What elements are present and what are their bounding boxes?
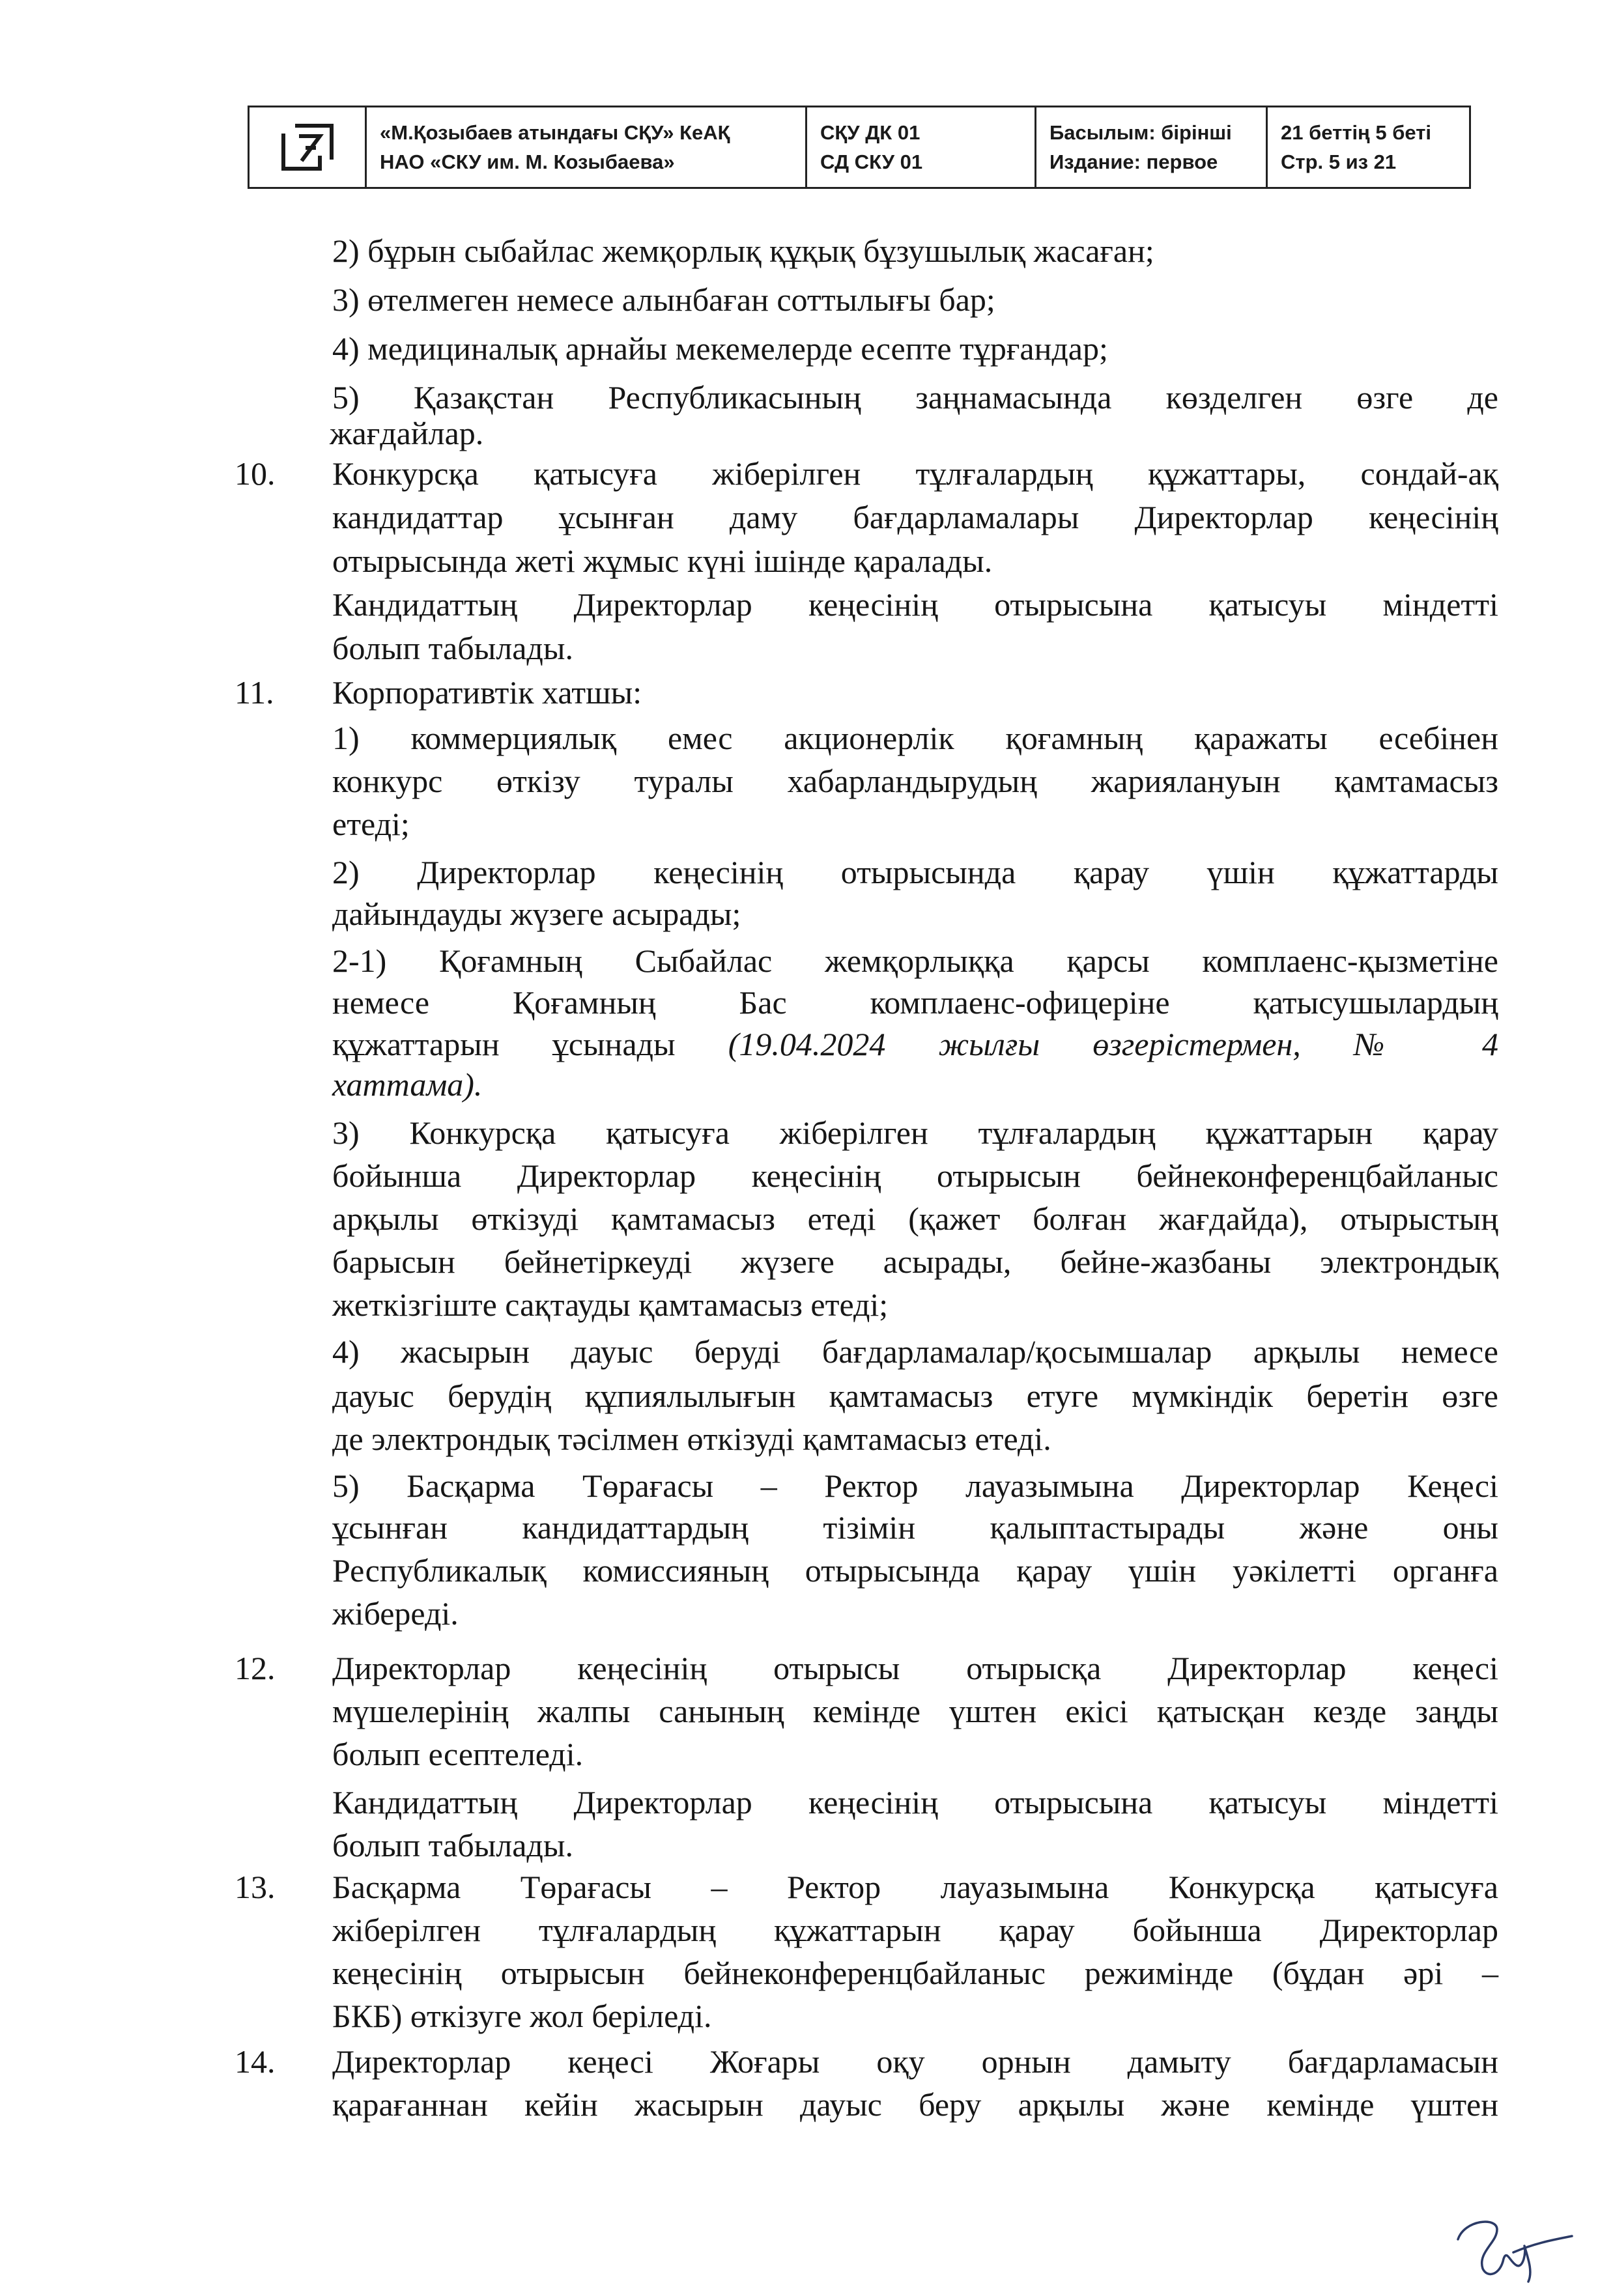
edition-ru: Издание: первое bbox=[1049, 150, 1218, 173]
document-body bbox=[235, 0, 1498, 2296]
subitem-4-line: де электрондық тәсілмен өткізуді қамтамасыз етеді. bbox=[332, 1421, 1051, 1457]
subitem-3-line: 3) Конкурсқа қатысуға жіберілген тұлғалардың құжаттарын қарау bbox=[332, 1114, 1498, 1151]
item-number: 10. bbox=[235, 455, 276, 492]
paragraph-line: отырысында жеті жұмыс күні ішінде қаралады. bbox=[332, 543, 993, 579]
paragraph-line: болып есептеледі. bbox=[332, 1736, 584, 1772]
subitem-3-line: барысын бейнетіркеуді жүзеге асырады, бейне-жазбаны электрондық bbox=[332, 1243, 1498, 1280]
paragraph-line: Конкурсқа қатысуға жіберілген тұлғалардың құжаттары, сондай-ақ bbox=[332, 455, 1498, 492]
list-line: 4) медициналық арнайы мекемелерде есепте тұрғандар; bbox=[332, 330, 1108, 367]
paragraph-line: Директорлар кеңесі Жоғары оқу орнын дамыту бағдарламасын bbox=[332, 2043, 1498, 2080]
item-number: 14. bbox=[235, 2043, 276, 2080]
paragraph-line: Корпоративтік хатшы: bbox=[332, 674, 642, 711]
item-number: 13. bbox=[235, 1869, 276, 1905]
paragraph-line: кеңесінің отырысын бейнеконференцбайланыс режимінде (бұдан әрі – bbox=[332, 1955, 1498, 1991]
subitem-2-1-line: немесе Қоғамның Бас комплаенс-офицеріне қатысушылардың bbox=[332, 984, 1498, 1021]
paragraph-line: жіберілген тұлғалардың құжаттарын қарау бойынша Директорлар bbox=[332, 1912, 1498, 1948]
paragraph-line: Кандидаттың Директорлар кеңесінің отырысына қатысуы міндетті bbox=[332, 586, 1498, 623]
subitem-4-line: 4) жасырын дауыс беруді бағдарламалар/қосымшалар арқылы немесе bbox=[332, 1333, 1498, 1370]
doc-code-ru: СД СКУ 01 bbox=[820, 150, 923, 173]
paragraph-line: қарағаннан кейін жасырын дауыс беру арқылы және кемінде үштен bbox=[332, 2086, 1498, 2123]
list-line: 2) бұрын сыбайлас жемқорлық құқық бұзушылық жасаған; bbox=[332, 233, 1154, 269]
paragraph-line: мүшелерінің жалпы санының кемінде үштен екісі қатысқан кезде заңды bbox=[332, 1693, 1498, 1729]
subitem-3-line: бойынша Директорлар кеңесінің отырысын бейнеконференцбайланыс bbox=[332, 1157, 1498, 1194]
subitem-1-line: етеді; bbox=[332, 806, 410, 842]
org-name-ru: НАО «СКУ им. М. Козыбаева» bbox=[380, 150, 675, 173]
doc-code-kz: СҚУ ДК 01 bbox=[820, 121, 921, 144]
paragraph-line: болып табылады. bbox=[332, 630, 573, 666]
paragraph-line: Басқарма Төрағасы – Ректор лауазымына Конкурсқа қатысуға bbox=[332, 1869, 1498, 1905]
subitem-5-line: Республикалық комиссияның отырысында қарау үшін уәкілетті органға bbox=[332, 1552, 1498, 1589]
handwritten-signature bbox=[1451, 2213, 1575, 2285]
list-line: жағдайлар. bbox=[330, 415, 484, 451]
subitem-5-line: жібереді. bbox=[332, 1595, 459, 1632]
subitem-2-1-line: 2-1) Қоғамның Сыбайлас жемқорлыққа қарсы комплаенс-қызметіне bbox=[332, 942, 1498, 979]
subitem-1-line: конкурс өткізу туралы хабарландырудың жариялануын қамтамасыз bbox=[332, 763, 1498, 799]
page-number-kz: 21 беттің 5 беті bbox=[1281, 121, 1432, 144]
subitem-4-line: дауыс берудің құпиялылығын қамтамасыз етуге мүмкіндік беретін өзге bbox=[332, 1378, 1498, 1414]
subitem-5-line: 5) Басқарма Төрағасы – Ректор лауазымына Директорлар Кеңесі bbox=[332, 1467, 1498, 1504]
subitem-3-line: арқылы өткізуді қамтамасыз етеді (қажет болған жағдайда), отырыстың bbox=[332, 1200, 1498, 1237]
subitem-1-line: 1) коммерциялық емес акционерлік қоғамның қаражаты есебінен bbox=[332, 720, 1498, 756]
amendment-note: (19.04.2024 жылғы өзгерістермен, № 4 bbox=[728, 1026, 1498, 1062]
paragraph-line: Кандидаттың Директорлар кеңесінің отырысына қатысуы міндетті bbox=[332, 1784, 1498, 1821]
subitem-2-line: дайындауды жүзеге асырады; bbox=[332, 896, 741, 932]
secretary-signature-label bbox=[1532, 1785, 1571, 2215]
edition-kz: Басылым: бірінші bbox=[1049, 121, 1232, 144]
item-number: 12. bbox=[235, 1650, 276, 1686]
subitem-2-1-text: құжаттарын ұсынады bbox=[332, 1026, 676, 1062]
amendment-note: хаттама). bbox=[332, 1066, 483, 1103]
subitem-2-1-line bbox=[332, 1023, 1498, 1066]
page-number-ru: Стр. 5 из 21 bbox=[1281, 150, 1397, 173]
paragraph-line: БКБ) өткізуге жол беріледі. bbox=[332, 1998, 712, 2034]
subitem-2-line: 2) Директорлар кеңесінің отырысында қарау үшін құжаттарды bbox=[332, 854, 1498, 890]
item-number: 11. bbox=[235, 674, 274, 711]
subitem-3-line: жеткізгіште сақтауды қамтамасыз етеді; bbox=[332, 1286, 889, 1323]
paragraph-line: кандидаттар ұсынған даму бағдарламалары Директорлар кеңесінің bbox=[332, 499, 1498, 535]
paragraph-line: болып табылады. bbox=[332, 1827, 573, 1864]
subitem-5-line: ұсынған кандидаттардың тізімін қалыптастырады және оны bbox=[332, 1509, 1498, 1546]
list-line: 5) Қазақстан Республикасының заңнамасында көзделген өзге де bbox=[332, 379, 1498, 416]
list-line: 3) өтелмеген немесе алынбаған соттылығы бар; bbox=[332, 281, 995, 318]
paragraph-line: Директорлар кеңесінің отырысы отырысқа Директорлар кеңесі bbox=[332, 1650, 1498, 1686]
org-name-kz: «М.Қозыбаев атындағы СҚУ» КеАҚ bbox=[380, 121, 730, 144]
